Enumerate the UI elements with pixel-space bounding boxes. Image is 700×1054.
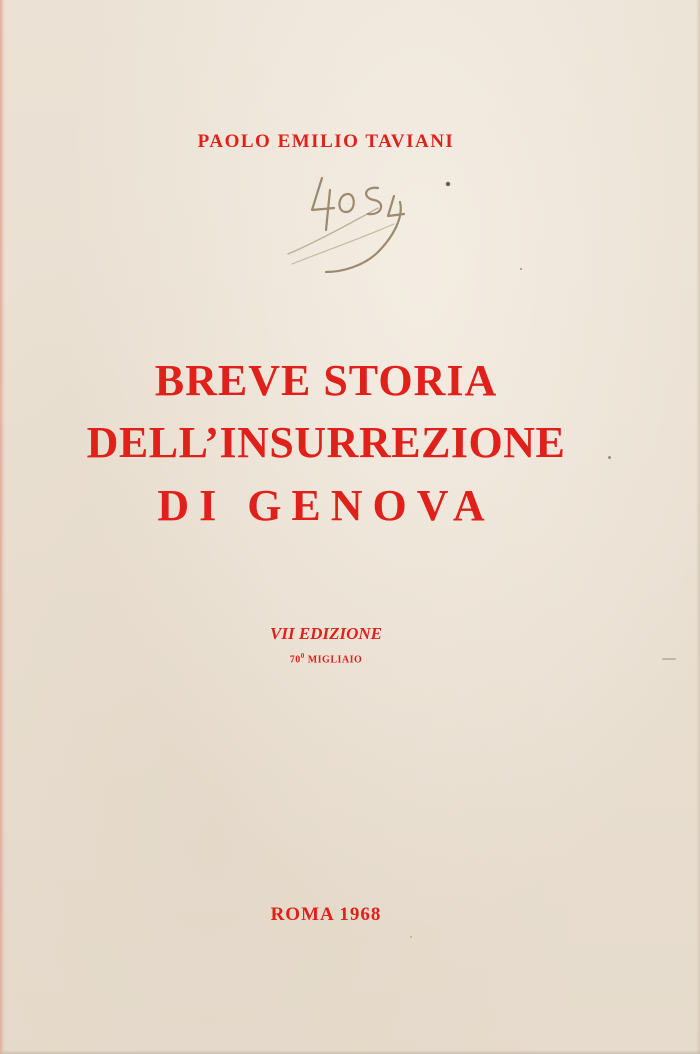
handwritten-pencil-note bbox=[282, 168, 462, 278]
cover-right-edge bbox=[696, 0, 700, 1054]
imprint-place-year: ROMA 1968 bbox=[270, 904, 382, 925]
print-run-ordinal: 0 bbox=[300, 652, 305, 660]
print-run-number: 70 bbox=[289, 654, 301, 666]
paper-speck bbox=[608, 456, 611, 459]
title-line-3: DI GENOVA bbox=[157, 481, 495, 530]
title-line-2: DELL’INSURREZIONE bbox=[86, 418, 566, 467]
edition-label: VII EDIZIONE bbox=[270, 624, 382, 643]
print-run-word: MIGLIAIO bbox=[304, 654, 363, 666]
paper-speck bbox=[520, 268, 522, 270]
paper-speck bbox=[662, 658, 676, 660]
paper-speck bbox=[410, 936, 412, 938]
author-name: PAOLO EMILIO TAVIANI bbox=[197, 131, 455, 152]
title-line-1: BREVE STORIA bbox=[154, 356, 498, 405]
print-run-label bbox=[0, 652, 652, 665]
cover-bottom-edge bbox=[0, 1050, 700, 1054]
